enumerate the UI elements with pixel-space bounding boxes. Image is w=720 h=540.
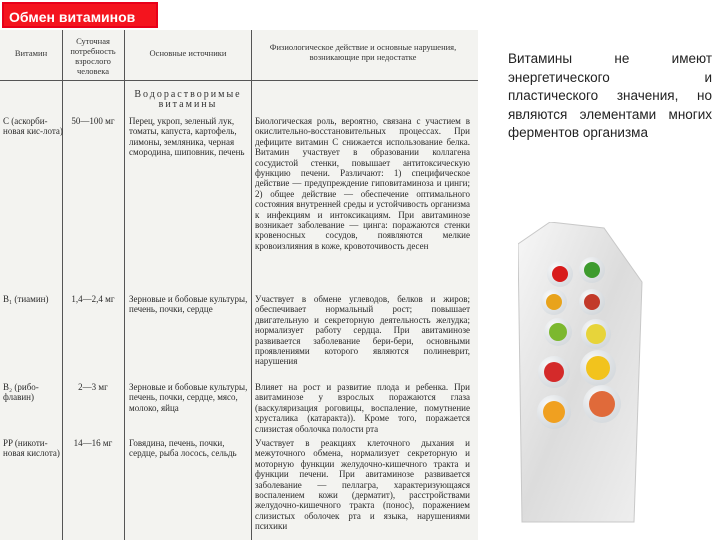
column-divider xyxy=(251,30,252,540)
blister-bubble xyxy=(541,289,567,315)
row-b2-need: 2—3 мг xyxy=(78,382,108,392)
row-b1-action: Участвует в обмене углеводов, белков и жиров; обеспечивает нормальный рост; повышает двигательную и секреторную деятельность желудка; нормализует работу сердца. При авитаминозе развивается заболевание бери-бери, основными проявлениями которого являются полиневрит, нарушения xyxy=(255,294,470,367)
header-vitamin: Витамин xyxy=(14,48,48,58)
row-c-vitamin: C (аскорби-новая кис-лота) xyxy=(3,116,63,137)
row-b1-need: 1,4—2,4 мг xyxy=(71,294,115,304)
row-pp-vitamin: PP (никоти-новая кислота) xyxy=(3,438,60,459)
row-pp-action: Участвует в реакциях клеточного дыхания и межуточного обмена, нормализует секреторную и моторную функции желудочно-кишечного тракта и функции печени. При авитаминозе развивается заболевание — пеллагра, характеризующаяся воспалением кожи (дерматит), расстройствами желудочно-кишечного тракта (понос), поражением слизистых оболочек рта и языка, нарушениями психики xyxy=(255,438,470,532)
blister-bubble xyxy=(580,350,616,386)
row-pp-need: 14—16 мг xyxy=(73,438,113,448)
row-b1-sources: Зерновые и бобовые культуры, печень, почки, сердце xyxy=(129,294,248,315)
header-action: Физиологическое действие и основные нарушения, возникающие при недостатке xyxy=(269,42,457,62)
section-water-soluble: Водорастворимые витамины xyxy=(134,89,242,111)
row-b2-vitamin: B₂ (рибо-флавин) xyxy=(3,382,39,403)
row-pp-sources: Говядина, печень, почки, сердце, рыба лосось, сельдь xyxy=(129,438,237,459)
header-sources: Основные источники xyxy=(149,48,227,58)
header-daily-need: Суточная потребность взрослого человека xyxy=(70,36,116,76)
row-b2-action: Влияет на рост и развитие плода и ребенка. При авитаминозе у взрослых поражаются глаза (васкуляризация роговицы, воспаление, помутнение хрусталика (катаракта)). Кроме того, поражается слизистая оболочка полости рта xyxy=(255,382,470,434)
header-divider xyxy=(0,80,478,81)
row-c-action: Биологическая роль, вероятно, связана с участием в окислительно-восстановительных процессах. При дефиците витамин С снижается использование белка. Витамин участвует в образовании коллагена сосудистой стенки, повышает антитоксическую функцию печени. Различают: 1) специфическое действие — предупреждение гиповитаминоза и цинги; 2) общее действие — обеспечение оптимального состояния внутренней среды и устойчивость организма к инфекциям и интоксикациям. При авитаминозе возникает заболевание — цинга: поражаются стенки кровеносных сосудов, появляются мелкие кровоизлияния в коже, кровоточивость десен xyxy=(255,116,470,251)
column-divider xyxy=(124,30,125,540)
row-c-sources: Перец, укроп, зеленый лук, томаты, капуста, картофель, лимоны, земляника, черная смородина, шиповник, печень xyxy=(129,116,245,158)
vitamin-blister-pack-image xyxy=(518,222,658,527)
vitamins-note: Витамины не имеют энергетического и пластического значения, но являются элементами многих ферментов организма xyxy=(508,51,712,140)
blister-bubble xyxy=(581,319,611,349)
column-divider xyxy=(62,30,63,540)
blister-bubble xyxy=(579,257,605,283)
blister-bubble xyxy=(583,385,621,423)
blister-bubble xyxy=(538,356,570,388)
row-b2-sources: Зерновые и бобовые культуры, печень, почки, сердце, мясо, молоко, яйца xyxy=(129,382,248,413)
row-b1-vitamin: B₁ (тиамин) xyxy=(3,294,49,304)
row-c-need: 50—100 мг xyxy=(71,116,115,126)
blister-bubble xyxy=(579,289,605,315)
blister-bubble xyxy=(544,318,572,346)
blister-bubble xyxy=(537,395,571,429)
vitamin-table-scan xyxy=(0,30,478,540)
blister-bubble xyxy=(547,261,573,287)
slide-title: Обмен витаминов xyxy=(2,2,158,28)
